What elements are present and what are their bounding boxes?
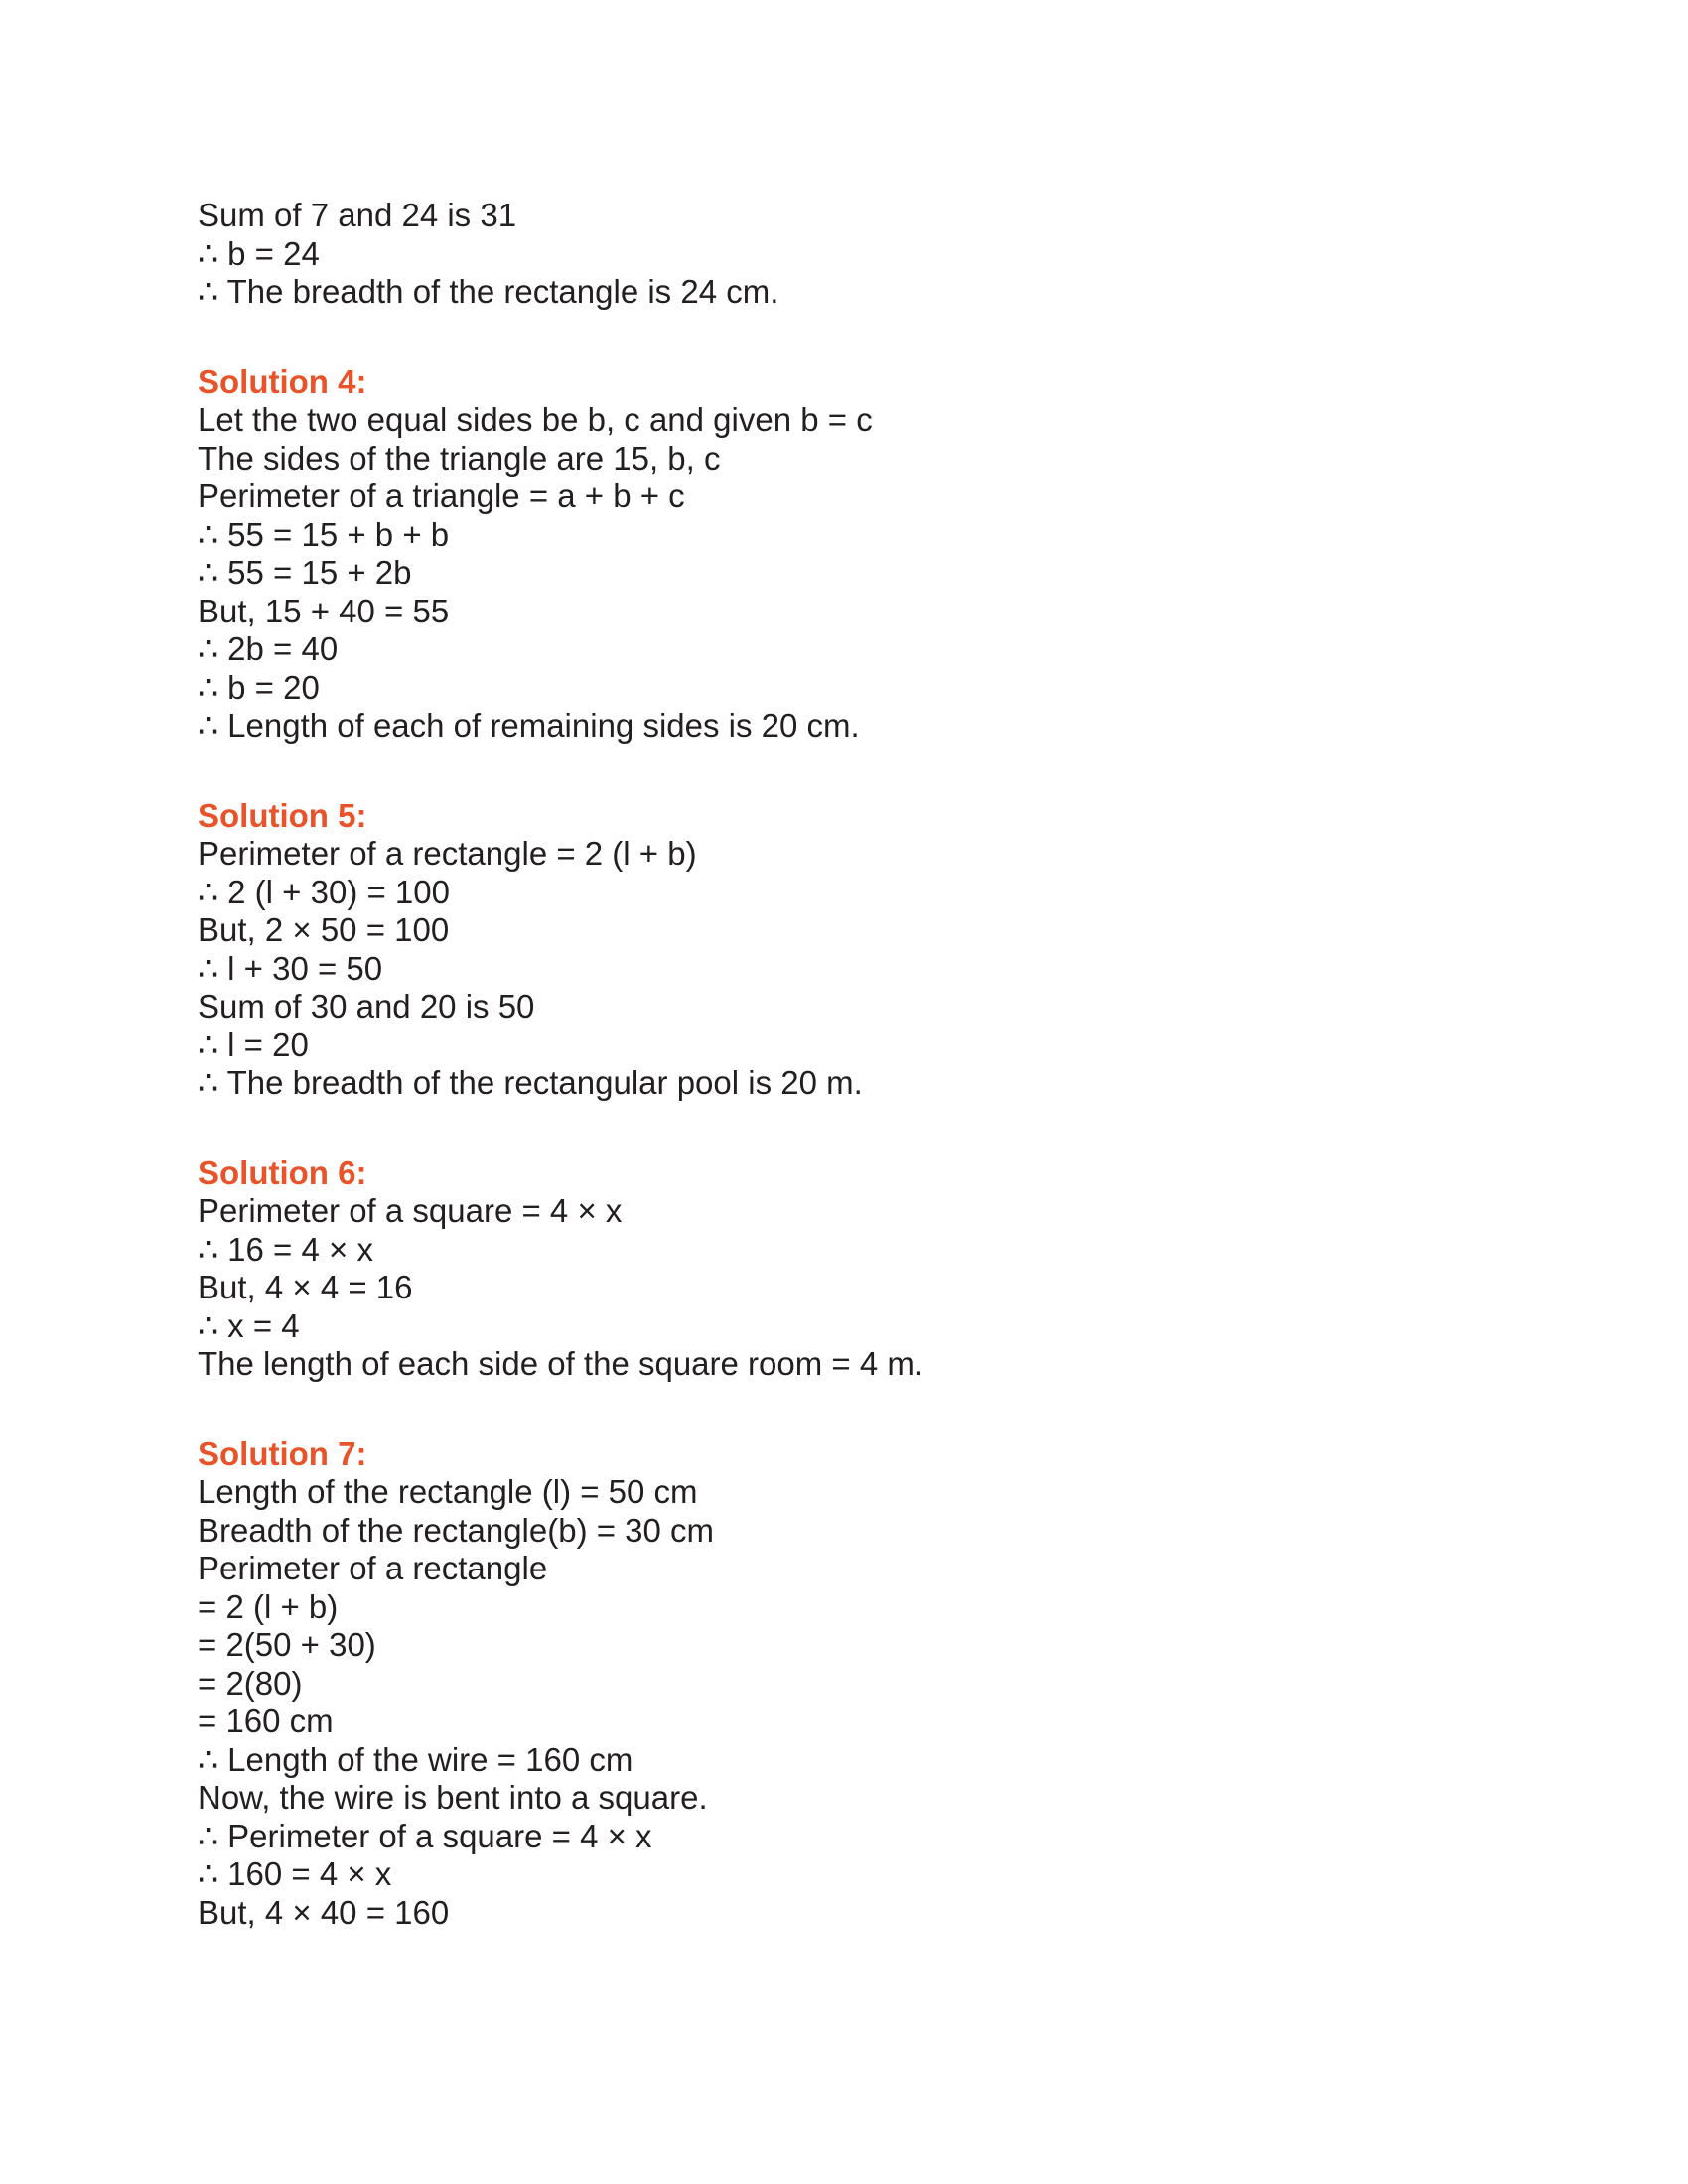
solution-7 — [198, 1435, 1568, 1933]
text-line: ∴ The breadth of the rectangle is 24 cm. — [198, 273, 779, 310]
text-line: Perimeter of a rectangle = 2 (l + b) — [198, 835, 697, 872]
solution-heading: Solution 6: — [198, 1154, 367, 1191]
text-line: ∴ 55 = 15 + b + b — [198, 515, 450, 553]
text-line: Now, the wire is bent into a square. — [198, 1779, 708, 1816]
text-line: = 2(50 + 30) — [198, 1626, 376, 1663]
text-line: But, 4 × 40 = 160 — [198, 1893, 450, 1931]
text-line: ∴ The breadth of the rectangular pool is 20 m. — [198, 1064, 863, 1101]
text-line: ∴ Perimeter of a square = 4 × x — [198, 1817, 652, 1854]
text-line: Breadth of the rectangle(b) = 30 cm — [198, 1511, 715, 1549]
solution-6 — [198, 1155, 1568, 1384]
text-line: ∴ Length of the wire = 160 cm — [198, 1740, 633, 1778]
document-page — [198, 197, 1568, 1932]
solution-heading: Solution 5: — [198, 796, 367, 834]
text-line: ∴ 2b = 40 — [198, 630, 339, 667]
text-line: ∴ x = 4 — [198, 1306, 300, 1344]
text-line: Perimeter of a rectangle — [198, 1550, 548, 1586]
text-line: The length of each side of the square room = 4 m. — [198, 1345, 924, 1382]
text-line: Sum of 30 and 20 is 50 — [198, 988, 535, 1024]
text-line: ∴ 55 = 15 + 2b — [198, 554, 412, 591]
solution-5 — [198, 797, 1568, 1103]
text-line: But, 2 × 50 = 100 — [198, 911, 450, 948]
text-line: ∴ 2 (l + 30) = 100 — [198, 873, 450, 910]
text-line: Perimeter of a triangle = a + b + c — [198, 478, 685, 514]
text-line: ∴ 160 = 4 × x — [198, 1855, 392, 1892]
text-line: Length of the rectangle (l) = 50 cm — [198, 1473, 698, 1510]
text-line: ∴ b = 20 — [198, 668, 320, 706]
text-line: = 160 cm — [198, 1703, 334, 1739]
text-line: Sum of 7 and 24 is 31 — [198, 197, 517, 233]
text-line: ∴ b = 24 — [198, 234, 320, 272]
text-line: But, 15 + 40 = 55 — [198, 592, 450, 629]
text-line: But, 4 × 4 = 16 — [198, 1269, 413, 1305]
solution-heading: Solution 4: — [198, 362, 367, 400]
solution-heading: Solution 7: — [198, 1434, 367, 1472]
intro-block — [198, 197, 1568, 312]
text-line: ∴ 16 = 4 × x — [198, 1230, 373, 1268]
text-line: Perimeter of a square = 4 × x — [198, 1192, 623, 1229]
text-line: ∴ l = 20 — [198, 1025, 309, 1063]
text-line: ∴ Length of each of remaining sides is 20 cm. — [198, 707, 860, 744]
text-line: ∴ l + 30 = 50 — [198, 949, 383, 987]
solution-4 — [198, 363, 1568, 746]
text-line: Let the two equal sides be b, c and given b = c — [198, 401, 873, 438]
text-line: = 2(80) — [198, 1664, 303, 1702]
text-line: = 2 (l + b) — [198, 1587, 339, 1625]
text-line: The sides of the triangle are 15, b, c — [198, 439, 721, 477]
